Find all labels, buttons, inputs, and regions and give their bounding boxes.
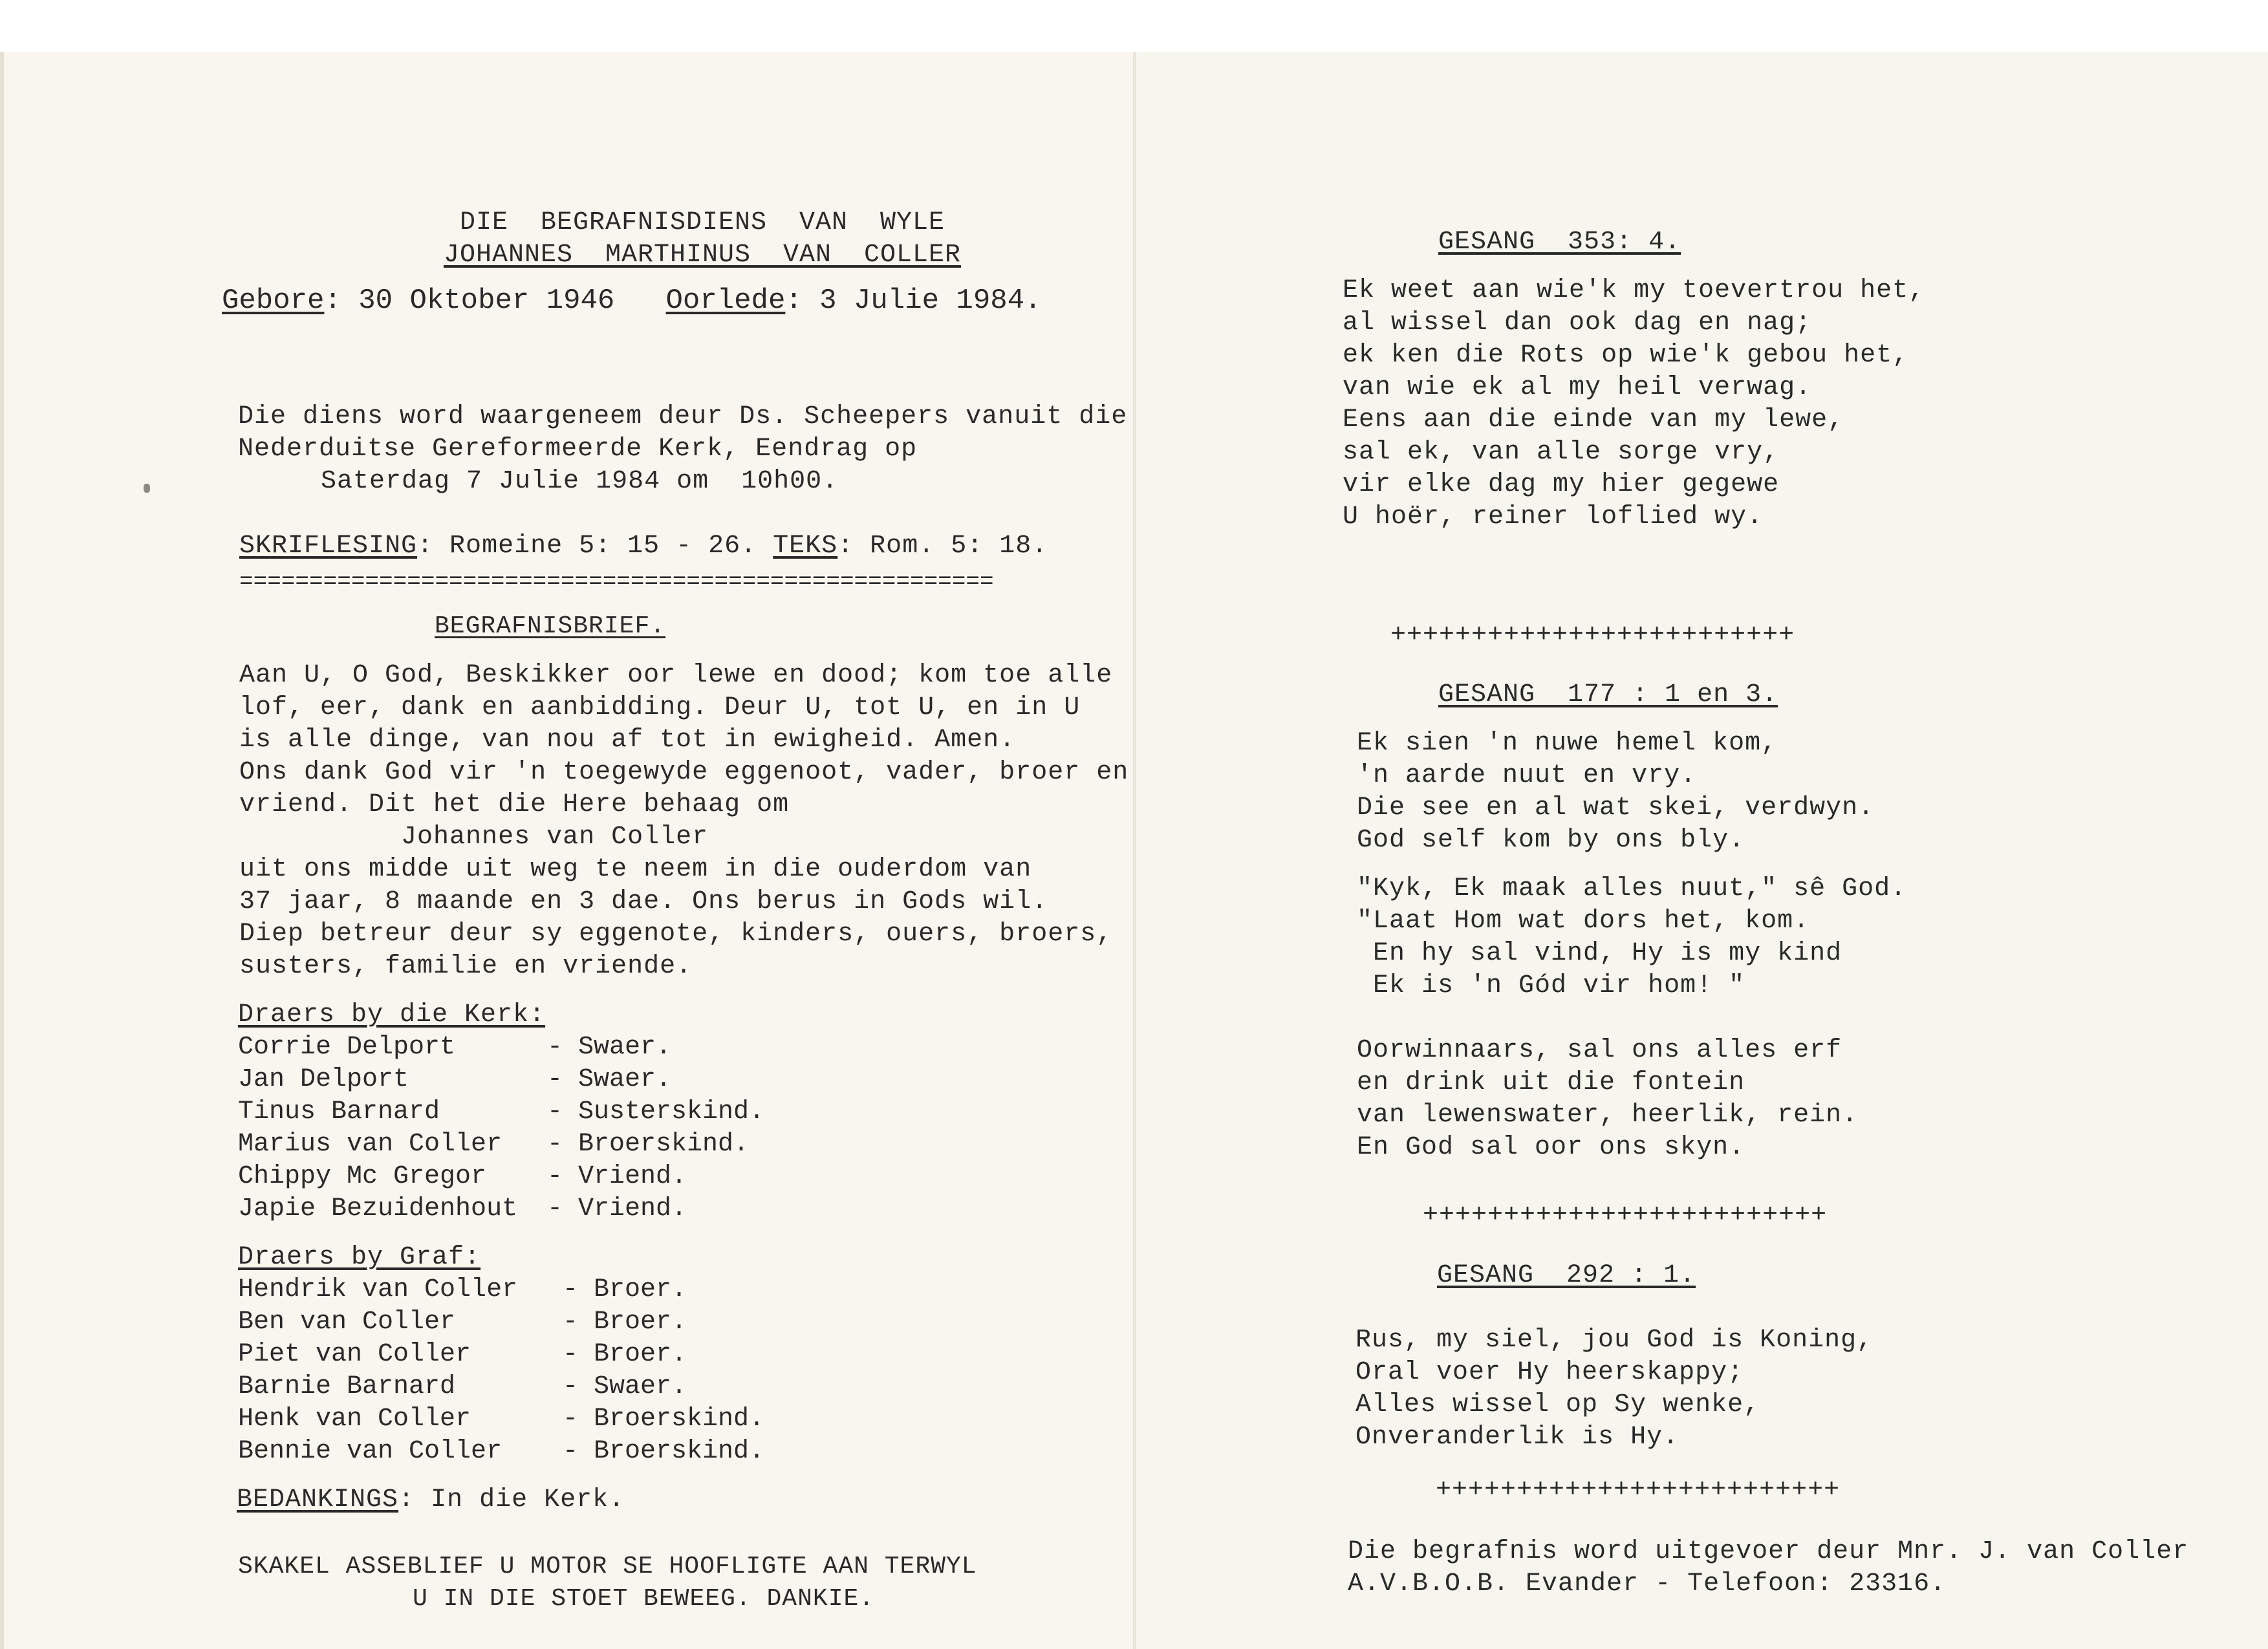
died-value: : 3 Julie 1984. (785, 285, 1042, 317)
verse-line: "Kyk, Ek maak alles nuut," sê God. (1357, 874, 1907, 903)
verse-line: sal ek, van alle sorge vry, (1343, 438, 1780, 467)
verse-line: "Laat Hom wat dors het, kom. (1357, 907, 1810, 936)
letter-line: 37 jaar, 8 maande en 3 dae. Ons berus in Gods wil. (239, 887, 1048, 916)
verse-line: Oral voer Hy heerskappy; (1355, 1358, 1744, 1387)
verse-line: en drink uit die fontein (1357, 1068, 1745, 1097)
verse-line: En God sal oor ons skyn. (1357, 1133, 1745, 1162)
left-page: DIE BEGRAFNISDIENS VAN WYLE JOHANNES MARTHINUS VAN COLLER Gebore: 30 Oktober 1946 Oorlede: 3 Julie 1984. Die diens word waargeneem deur Ds. Scheepers vanuit die Nederduitse Gereformeerde Kerk, Eendrag op Saterdag 7 Julie 1984 om 10h00. SKRIFLESING: Romeine 5: 15 - 26. TEKS: Rom. 5: 18. ====================================================== BEGRAFNISBRIEF. Aan U, O God, Beskikker oor lewe en dood; kom toe alle lof, eer, dank en aanbidding. Deur U, tot U, en in U is alle dinge, van nou af tot in ewigheid. Amen. Ons dank God vir 'n toegewyde eggenoot, vader, broer en vriend. Dit het die Here behaag om Johannes van Coller uit ons midde uit weg te neem in die ouderdom van 37 jaar, 8 maande en 3 dae. Ons berus in Gods wil. Diep betreur deur sy eggenote, kinders, ouers, broers, susters, familie en vriende. Draers by die Kerk: Corrie Delport - Swaer. Jan Delport - Swaer. Tinus Barnard - Susterskind. Marius van Coller - Broerskind. Chippy Mc Gregor - Vriend. Japie Bezuidenhout - Vriend. Draers by Graf: Hendrik van Coller - Broer. Ben van Coller - Broer. Piet van Coller - Broer. Barnie Barnard - Swaer. Henk van Coller - Broerskind. Bennie van Coller - Broerskind. BEDANKINGS: In die Kerk. SKAKEL ASSEBLIEF U MOTOR SE HOOFLIGTE AAN TERWYL U IN DIE STOET BEWEEG. DANKIE. (4, 52, 1137, 1649)
verse-line: U hoër, reiner loflied wy. (1343, 502, 1764, 532)
letter-line: Ons dank God vir 'n toegewyde eggenoot, vader, broer en (239, 758, 1129, 787)
verse-line: ek ken die Rots op wie'k gebou het, (1343, 341, 1909, 370)
reading-line (239, 530, 1048, 563)
right-page (1139, 52, 2268, 1649)
letter-line: Johannes van Coller (239, 823, 709, 852)
footer-line-2: A.V.B.O.B. Evander - Telefoon: 23316. (1348, 1569, 1947, 1599)
born-value: : 30 Oktober 1946 (324, 285, 615, 317)
notice-line-2: U IN DIE STOET BEWEEG. DANKIE. (413, 1585, 875, 1613)
letter-line: Diep betreur deur sy eggenote, kinders, ouers, broers, (239, 920, 1113, 949)
verse-line: 'n aarde nuut en vry. (1357, 761, 1697, 790)
reading-label: SKRIFLESING (239, 532, 418, 561)
verse-line: Oorwinnaars, sal ons alles erf (1357, 1036, 1842, 1065)
hymn-2-title: GESANG 177 : 1 en 3. (1438, 680, 1778, 709)
paper-mark (144, 484, 150, 493)
letter-line: Aan U, O God, Beskikker oor lewe en dood; kom toe alle (239, 661, 1113, 690)
thanks-value: : In die Kerk. (398, 1485, 625, 1514)
hymn-3-title: GESANG 292 : 1. (1437, 1261, 1696, 1290)
verse-line: Rus, my siel, jou God is Koning, (1355, 1326, 1874, 1355)
verse-line: Ek sien 'n nuwe hemel kom, (1357, 729, 1778, 758)
thanks-label: BEDANKINGS (237, 1485, 399, 1514)
hymn-1-title: GESANG 353: 4. (1438, 228, 1681, 257)
verse-line: al wissel dan ook dag en nag; (1343, 308, 1812, 338)
letter-line: vriend. Dit het die Here behaag om (239, 790, 790, 819)
thanks-line (237, 1484, 625, 1516)
letter-line: lof, eer, dank en aanbidding. Deur U, tot U, en in U (239, 693, 1081, 722)
verse-line: En hy sal vind, Hy is my kind (1357, 939, 1842, 968)
church-bearers-heading: Draers by die Kerk: (238, 1000, 546, 1029)
verse-line: van wie ek al my heil verwag. (1343, 373, 1812, 402)
letter-line: susters, familie en vriende. (239, 952, 693, 981)
footer-line-1: Die begrafnis word uitgevoer deur Mnr. J. van Coller (1348, 1537, 2189, 1566)
divider-3: +++++++++++++++++++++++++ (1436, 1476, 1841, 1505)
verse-line: Onveranderlik is Hy. (1355, 1423, 1679, 1452)
verse-line: van lewenswater, heerlik, rein. (1357, 1101, 1859, 1130)
letter-heading: BEGRAFNISBRIEF. (435, 612, 666, 640)
died-label: Oorlede (665, 285, 786, 317)
verse-line: Eens aan die einde van my lewe, (1343, 405, 1844, 435)
verse-line: Alles wissel op Sy wenke, (1355, 1390, 1760, 1419)
deceased-name: JOHANNES MARTHINUS VAN COLLER (443, 241, 962, 270)
verse-line: Die see en al wat skei, verdwyn. (1357, 793, 1875, 823)
dates-line (222, 285, 1041, 317)
verse-line: Ek is 'n Gód vir hom! " (1357, 971, 1745, 1000)
divider-1: +++++++++++++++++++++++++ (1390, 621, 1795, 650)
service-line-3: Saterdag 7 Julie 1984 om 10h00. (321, 467, 839, 496)
service-line-1: Die diens word waargeneem deur Ds. Scheepers vanuit die (238, 402, 1128, 431)
born-label: Gebore (222, 285, 325, 317)
text-value: : Rom. 5: 18. (837, 532, 1048, 561)
grave-bearers-heading: Draers by Graf: (238, 1243, 481, 1272)
verse-line: Ek weet aan wie'k my toevertrou het, (1343, 276, 1925, 305)
divider-2: +++++++++++++++++++++++++ (1423, 1201, 1828, 1230)
reading-value: : Romeine 5: 15 - 26. (417, 532, 757, 561)
letter-line: uit ons midde uit weg te neem in die ouderdom van (239, 855, 1032, 884)
center-fold (1133, 52, 1136, 1649)
title-line-1: DIE BEGRAFNISDIENS VAN WYLE (459, 208, 945, 237)
verse-line: vir elke dag my hier gegewe (1343, 470, 1780, 499)
service-line-2: Nederduitse Gereformeerde Kerk, Eendrag op (238, 435, 918, 464)
text-label: TEKS (773, 532, 838, 561)
letter-line: is alle dinge, van nou af tot in ewigheid. Amen. (239, 726, 1016, 755)
double-rule: ====================================================== (239, 568, 994, 595)
notice-line-1: SKAKEL ASSEBLIEF U MOTOR SE HOOFLIGTE AAN TERWYL (238, 1553, 977, 1580)
verse-line: God self kom by ons bly. (1357, 826, 1745, 855)
